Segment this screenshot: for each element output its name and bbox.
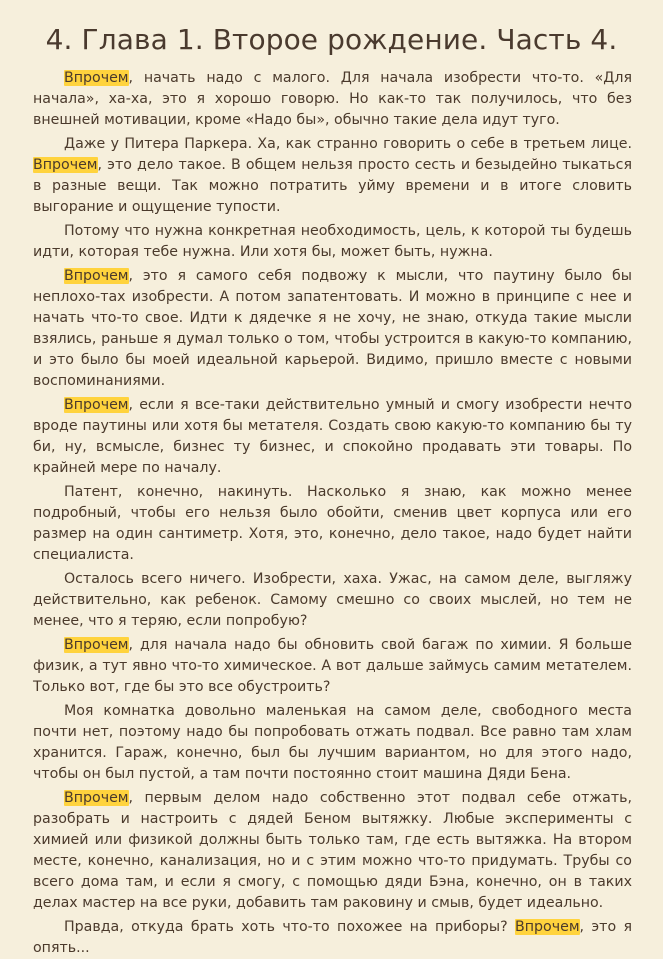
text-run: , это я самого себя подвожу к мысли, что паутину было бы неплохо-тах изобрести. А потом запатентовать. И можно в принципе с нее и начать что-то свое. Идти к дядечке я не хочу, не знаю, откуда такие мысли взялись, раньше я думал только о том, чтобы устроится в какую-то компанию, и это было бы моей идеальной карьерой. Видимо, пришло вместе с новыми воспоминаниями. (33, 268, 632, 389)
reader-page[interactable] (0, 22, 663, 956)
text-run: Осталось всего ничего. Изобрести, хаха. Ужас, на самом деле, выгляжу действительно, как ребенок. Самому смешно со своих мыслей, но тем не менее, что я теряю, если попробую? (33, 571, 632, 629)
paragraph (33, 917, 632, 959)
search-highlight: Впрочем (64, 637, 129, 653)
text-run: , для начала надо бы обновить свой багаж по химии. Я больше физик, а тут явно что-то химическое. А вот дальше займусь самим метателем. Только вот, где бы это все обустроить? (33, 637, 632, 695)
paragraph (33, 266, 632, 392)
text-run: , если я все-таки действительно умный и смогу изобрести нечто вроде паутины или хотя бы метателя. Создать свою какую-то компанию бы ту би, ну, всмысле, бизнес ту бизнес, и спокойно продавать эти товары. По крайней мере по началу. (33, 397, 632, 476)
search-highlight: Впрочем (64, 790, 129, 806)
paragraph (33, 701, 632, 785)
text-run: Моя комнатка довольно маленькая на самом деле, свободного места почти нет, поэтому надо бы попробовать отжать подвал. Все равно там хлам хранится. Гараж, конечно, был бы лучшим вариантом, но для этого надо, чтобы он был пустой, а там почти постоянно стоит машина Дяди Бена. (33, 703, 632, 782)
text-run: , первым делом надо собственно этот подвал себе отжать, разобрать и настроить с дядей Беном вытяжку. Любые эксперименты с химией или физикой должны быть только там, где есть вытяжка. На втором месте, конечно, канализация, но и с этим можно что-то придумать. Трубы со всего дома там, и если я смогу, с помощью дяди Бэна, конечно, он в таких делах мастер на все руки, добавить там раковину и смыв, будет идеально. (33, 790, 632, 911)
paragraph (33, 134, 632, 218)
text-run: , это дело такое. В общем нельзя просто сесть и безыдейно тыкаться в разные вещи. Так можно потратить уйму времени и в итоге словить выгорание и ощущение тупости. (33, 157, 632, 215)
paragraph (33, 788, 632, 914)
text-run: Даже у Питера Паркера. Ха, как странно говорить о себе в третьем лице. (64, 136, 632, 152)
text-run: , это я опять... (33, 919, 632, 956)
text-run: Правда, откуда брать хоть что-то похожее на приборы? (64, 919, 516, 935)
text-run: , начать надо с малого. Для начала изобрести что-то. «Для начала», ха-ха, это я хорошо говорю. Но как-то так получилось, что без внешней мотивации, кроме «Надо бы», обычно такие дела идут туго. (33, 70, 632, 128)
search-highlight: Впрочем (515, 919, 580, 935)
chapter-title: 4. Глава 1. Второе рождение. Часть 4. (45, 23, 618, 56)
search-highlight: Впрочем (64, 70, 129, 86)
search-highlight: Впрочем (64, 397, 129, 413)
paragraph (33, 395, 632, 479)
search-highlight: Впрочем (33, 157, 98, 173)
paragraph (33, 482, 632, 566)
paragraph (33, 221, 632, 263)
paragraph (33, 68, 632, 131)
chapter-text (33, 68, 632, 959)
search-highlight: Впрочем (64, 268, 129, 284)
paragraph (33, 569, 632, 632)
text-run: Потому что нужна конкретная необходимость, цель, к которой ты будешь идти, которая тебе нужна. Или хотя бы, может быть, нужна. (33, 223, 632, 260)
paragraph (33, 635, 632, 698)
text-run: Патент, конечно, накинуть. Насколько я знаю, как можно менее подробный, чтобы его нельзя было обойти, сменив цвет корпуса или его размер на один сантиметр. Хотя, это, конечно, дело такое, надо будет найти специалиста. (33, 484, 632, 563)
